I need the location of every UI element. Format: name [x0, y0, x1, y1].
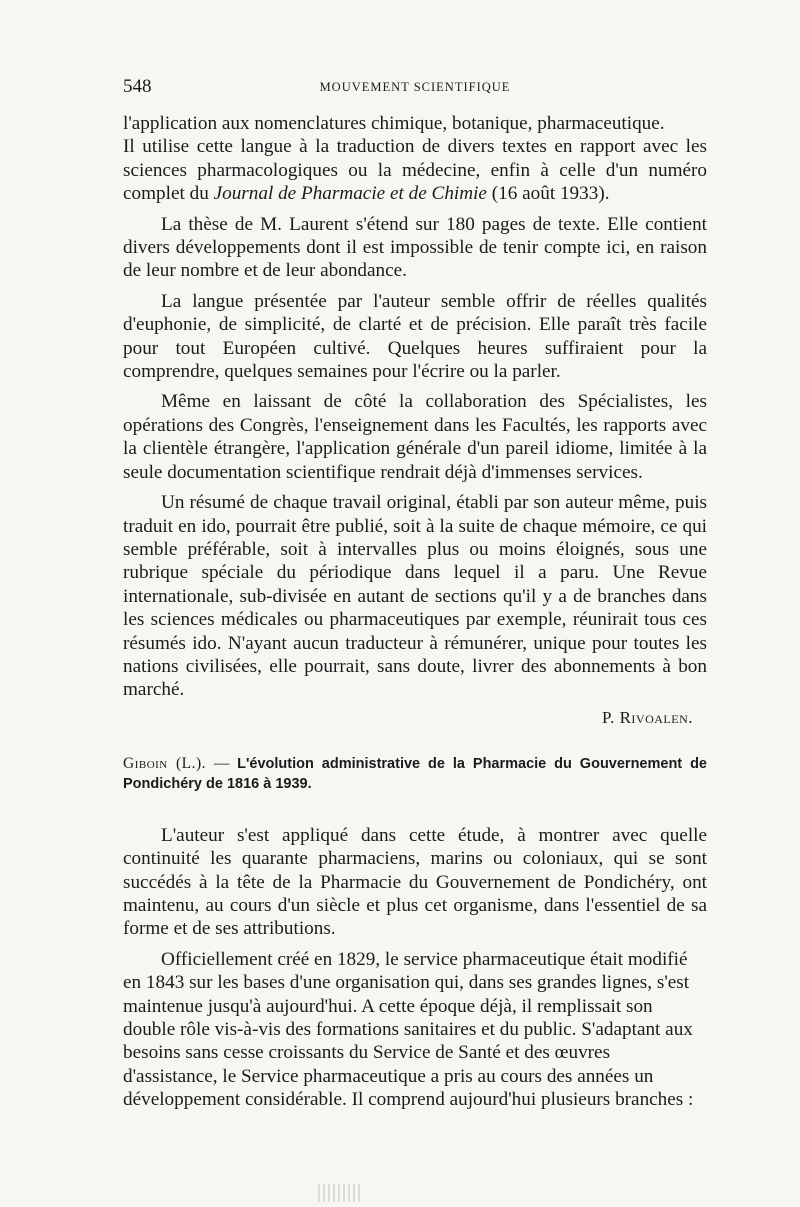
running-head — [123, 76, 707, 100]
review1-paragraph-4: Même en laissant de côté la collaboration des Spécialistes, les opérations des Congrès, l'enseignement dans les Facultés, les rapports avec la clientèle étrangère, l'application générale d'un pareil idiome, limitée à la seule documentation scientifique rendrait déjà d'immenses services. — [123, 391, 707, 483]
review1-p1-text-a: Il utilise cette langue à la traduction de divers textes en rapport avec les sciences pharmacologiques ou la médecine, enfin à celle d'un numéro complet du — [123, 136, 707, 205]
review2-title: L'évolution administrative de la Pharmacie du Gouvernement de Pondichéry de 1816 à 1939. — [123, 755, 707, 792]
review1-paragraph-3: La langue présentée par l'auteur semble offrir de réelles qualités d'euphonie, de simplicité, de clarté et de précision. Elle paraît très facile pour tout Européen cultivé. Quelques heures suffiraient pour la comprendre, quelques semaines pour l'écrire ou la parler. — [123, 290, 707, 383]
review1-paragraph-1 — [123, 135, 707, 205]
review2-body — [123, 824, 707, 1112]
signature — [123, 704, 693, 734]
journal-title: Journal de Pharmacie et de Chimie — [213, 183, 487, 205]
review1-paragraph-2: La thèse de M. Laurent s'étend sur 180 pages de texte. Elle contient divers développements dont il est impossible de tenir compte ici, en raison de leur nombre et de leur abondance. — [123, 213, 707, 282]
page-number: 548 — [123, 76, 152, 97]
review2-dash: — — [206, 754, 238, 772]
review2-header — [123, 754, 707, 794]
signature-initial: P. — [602, 707, 615, 727]
body-text — [123, 112, 707, 1119]
review1-p1-text-b: (16 août 1933). — [491, 183, 610, 205]
review1-paragraph-5: Un résumé de chaque travail original, établi par son auteur même, puis traduit en ido, pourrait être publié, soit à la suite de chaque mémoire, ce qui semble préférable, soit à intervalles plus ou moins éloignés, sous une rubrique spéciale du périodique dans lequel il a paru. Une Revue internationale, sub-divisée en autant de sections qu'il y a de branches dans les sciences médicales ou pharmaceutiques par exemple, réunirait tous ces résumés ido. N'ayant aucun traducteur à rémunérer, unique pour toutes les nations civilisées, elle pourrait, sans doute, livrer des abonnements à bon marché. — [123, 492, 707, 701]
review2-paragraph-1: L'auteur s'est appliqué dans cette étude, à montrer avec quelle continuité les quarante pharmaciens, marins ou coloniaux, qui se sont succédés à la tête de la Pharmacie du Gouvernement de Pondichéry, ont maintenu, au cours d'un siècle et plus cet organisme, dans l'essentiel de sa forme et de ses attributions. — [123, 824, 707, 940]
running-title: MOUVEMENT SCIENTIFIQUE — [319, 80, 511, 94]
review2-author: Giboin (L.). — [123, 754, 207, 772]
review1-paragraph-continuation: l'application aux nomenclatures chimique, botanique, pharmaceutique. — [123, 113, 665, 134]
review2-paragraph-2: Officiellement créé en 1829, le service pharmaceutique était modifié en 1843 sur les bases d'une organisation qui, dans ses grandes lignes, s'est maintenue jusqu'à aujourd'hui. A cette époque déjà, il remplissait son double rôle vis-à-vis des formations sanitaires et du public. S'adaptant aux besoins sans cesse croissants du Service de Santé et des œuvres d'assistance, le Service pharmaceutique a pris au cours des années un développement considérable. Il comprend aujourd'hui plusieurs branches : — [123, 948, 694, 1111]
signature-name: Rivoalen. — [619, 707, 693, 727]
scan-artifact — [318, 1184, 360, 1202]
